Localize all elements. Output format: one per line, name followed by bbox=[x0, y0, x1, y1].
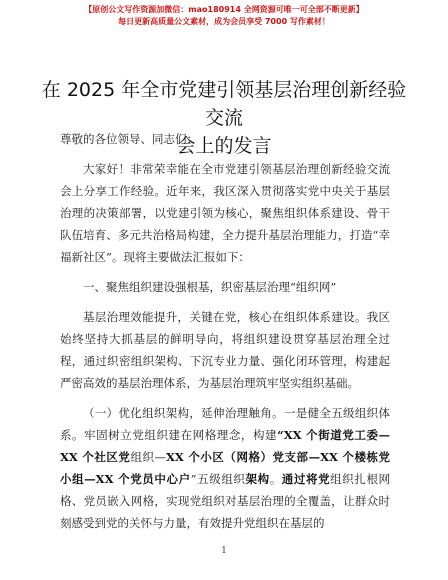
opening-paragraph: 大家好！非常荣幸能在全市党建引领基层治理创新经验交流会上分享工作经验。近年来，我区深入贯彻落实党中央关于基层治理的决策部署，以党建引领为核心，聚焦组织体系建设、骨干队伍培育、多元共治格局构建，全力提升基层治理能力，打造“幸福新社区”。现将主要做法汇报如下： bbox=[60, 162, 390, 264]
subsection-1-bold-2: XX 个小区（网格）党支部—XX 个楼栋党小组—XX 个党员中心户 bbox=[60, 450, 390, 486]
subsection-1-paragraph bbox=[60, 402, 390, 534]
document-body bbox=[60, 128, 390, 534]
promo-banner-line-1: 【原创公文写作资源加微信：mao180914 全网资源可唯一可全部不断更新】 bbox=[84, 5, 364, 14]
page-number: 1 bbox=[221, 546, 227, 556]
subsection-1-text-1: 组织— bbox=[130, 450, 166, 464]
document-title-line-2: 会上的发言 bbox=[176, 135, 272, 157]
subsection-1-lead: （一）优化组织架构，延伸治理触角。一是健全五级组织体系。牢固树立党组织建在网格理念，构建 bbox=[60, 406, 390, 442]
salutation: 尊敬的各位领导、同志们： bbox=[60, 132, 198, 146]
promo-banner bbox=[0, 4, 448, 28]
subsection-1-text-2: ”五级组织 bbox=[190, 472, 246, 486]
section-heading-1: 一、聚焦组织建设强根基，织密基层治理“组织网” bbox=[83, 280, 337, 294]
subsection-1-tail: 组织扎根网格、党员嵌入网格，实现党组织对基层治理的全覆盖，让群众时刻感受到党的关怀与力量，有效提升党组织在基层的 bbox=[60, 472, 391, 530]
section-1-paragraph: 基层治理效能提升，关键在党，核心在组织体系建设。我区始终坚持大抓基层的鲜明导向，将组织建设贯穿基层治理全过程，通过织密组织架构、下沉专业力量、强化闭环管理，构建起严密高效的基层治理体系，为基层治理筑牢坚实组织基础。 bbox=[60, 310, 390, 390]
subsection-1-text-3: 。 bbox=[269, 472, 282, 486]
document-title-line-1: 在 2025 年全市党建引领基层治理创新经验交流 bbox=[41, 79, 407, 129]
subsection-1-bold-3: 架构 bbox=[245, 472, 270, 486]
promo-banner-line-2: 每日更新高质量公文素材，成为会员享受 7000 写作素材！ bbox=[118, 17, 330, 26]
subsection-1-bold-4: 通过将党 bbox=[281, 472, 331, 486]
subsection-1-bold-1: “XX 个街道党工委—XX 个社区党 bbox=[60, 428, 391, 464]
